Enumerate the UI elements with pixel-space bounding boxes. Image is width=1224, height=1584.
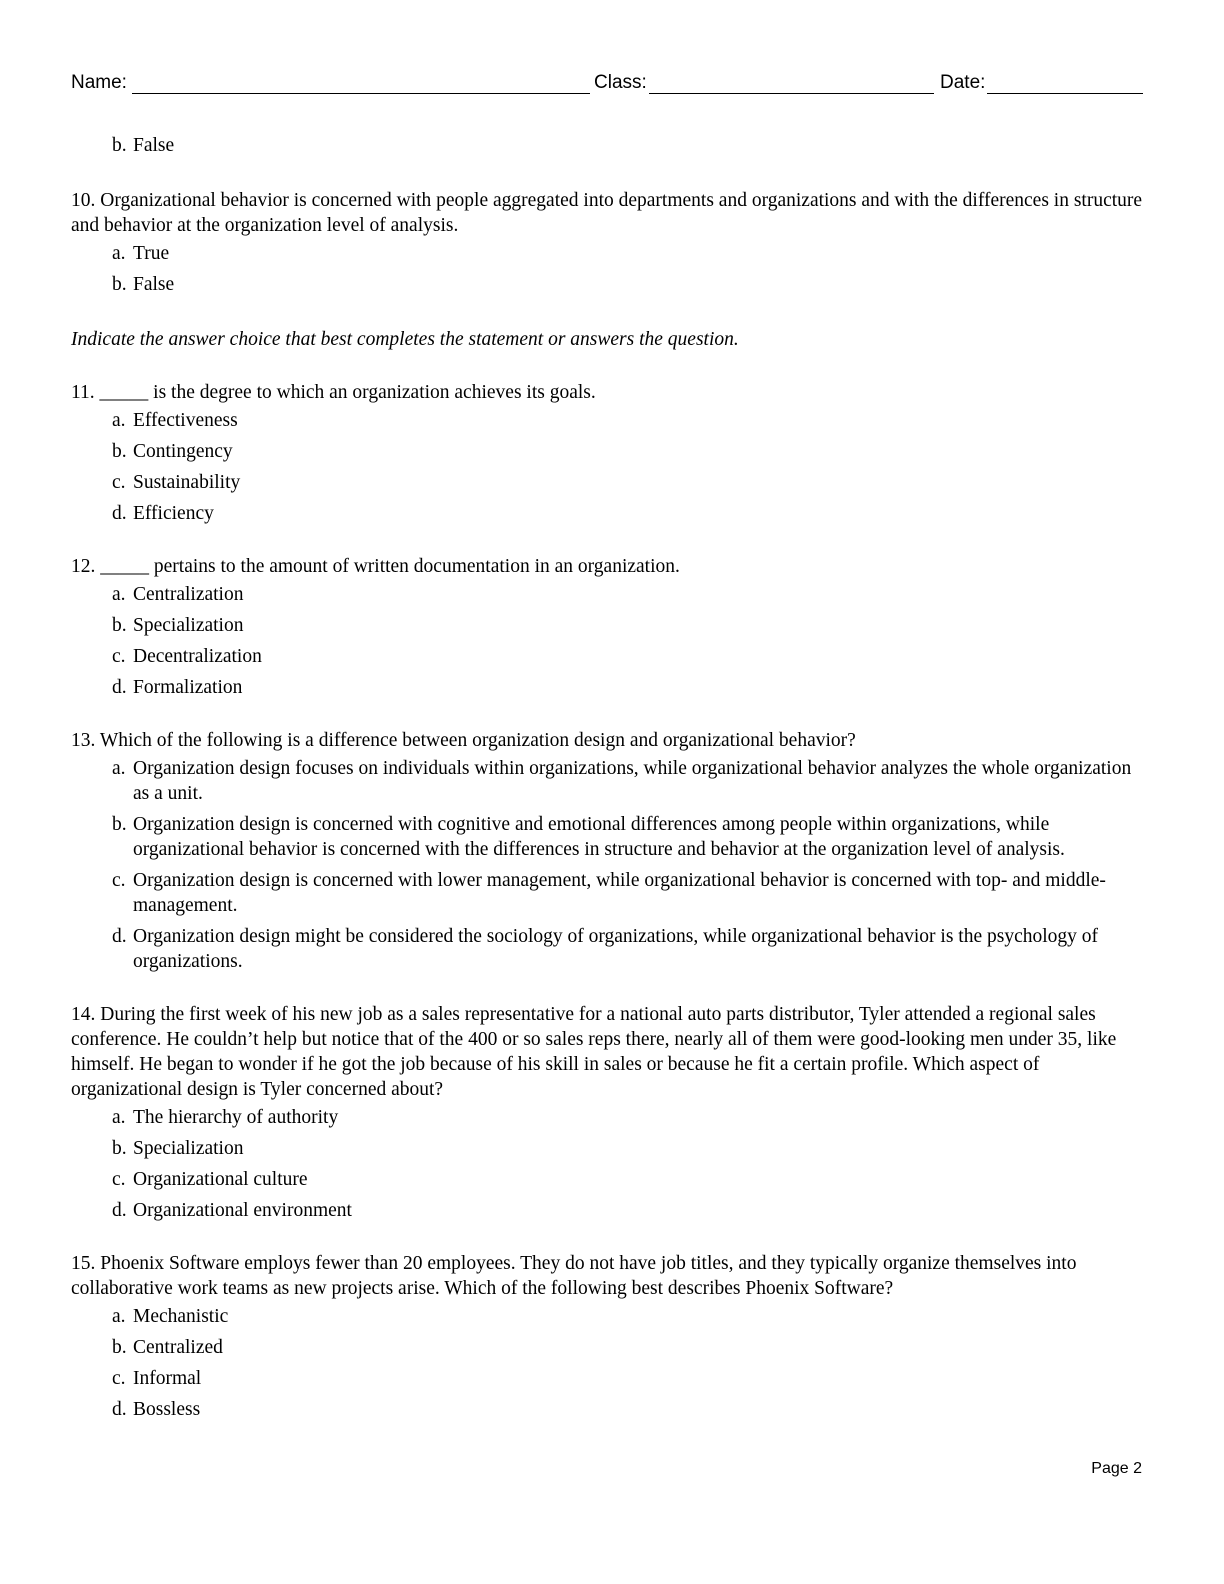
option-letter: a. — [112, 584, 126, 605]
answer-option — [71, 1198, 1143, 1223]
option-text: Decentralization — [133, 646, 262, 667]
option-letter: c. — [112, 1368, 126, 1389]
answer-option — [71, 1105, 1143, 1130]
option-text: Effectiveness — [133, 410, 238, 431]
option-text: Contingency — [133, 441, 233, 462]
question-14 — [71, 1002, 1143, 1223]
answer-option — [71, 868, 1143, 918]
answer-option — [71, 501, 1143, 526]
question-number: 13. — [71, 730, 96, 751]
question-12 — [71, 554, 1143, 700]
option-letter: b. — [112, 1337, 127, 1358]
student-info-header — [71, 70, 1143, 98]
option-letter: b. — [112, 274, 127, 295]
question-stem — [71, 1002, 1143, 1102]
option-text: Organization design is concerned with lower management, while organizational behavior is concerned with top- and middle-management. — [133, 870, 1106, 916]
option-letter: b. — [112, 814, 127, 835]
question-15 — [71, 1251, 1143, 1422]
question-text: _____ pertains to the amount of written documentation in an organization. — [100, 556, 680, 577]
section-instruction: Indicate the answer choice that best completes the statement or answers the question. — [71, 329, 739, 350]
option-text: Bossless — [133, 1399, 201, 1420]
answer-option — [71, 756, 1143, 806]
option-text: Organization design might be considered the sociology of organizations, while organizational behavior is the psychology of organizations. — [133, 926, 1099, 972]
option-letter: b. — [112, 615, 127, 636]
answer-option — [71, 1366, 1143, 1391]
option-text: Centralized — [133, 1337, 223, 1358]
option-letter: d. — [112, 1200, 127, 1221]
name-label: Name: — [71, 72, 127, 93]
answer-option — [71, 272, 1143, 297]
class-label: Class: — [594, 72, 647, 93]
option-text: Organization design focuses on individuals within organizations, while organizational behavior analyzes the whole organization as a unit. — [133, 758, 1132, 804]
question-text: Which of the following is a difference between organization design and organizational behavior? — [99, 730, 856, 751]
option-letter: a. — [112, 1107, 126, 1128]
question-text: Organizational behavior is concerned with people aggregated into departments and organizations and with the differences in structure and behavior at the organization level of analysis. — [71, 190, 1143, 236]
option-letter: b. — [112, 1138, 127, 1159]
question-number: 14. — [71, 1004, 96, 1025]
option-letter: c. — [112, 472, 126, 493]
question-number: 15. — [71, 1253, 96, 1274]
answer-option — [71, 613, 1143, 638]
option-letter: d. — [112, 677, 127, 698]
date-label: Date: — [940, 72, 986, 93]
answer-option — [71, 675, 1143, 700]
option-text: Sustainability — [133, 472, 241, 493]
answer-option — [71, 1397, 1143, 1422]
option-text: The hierarchy of authority — [133, 1107, 339, 1128]
answer-option — [71, 241, 1143, 266]
question-stem — [71, 1251, 1143, 1301]
option-letter: d. — [112, 1399, 127, 1420]
option-text: Mechanistic — [133, 1306, 229, 1327]
question-text: _____ is the degree to which an organization achieves its goals. — [99, 382, 596, 403]
class-line — [649, 93, 934, 94]
answer-option — [71, 582, 1143, 607]
option-text: True — [133, 243, 170, 264]
option-text: Organization design is concerned with cognitive and emotional differences among people within organizations, while organizational behavior is concerned with the differences in structure and behavior at the organization level of analysis. — [133, 814, 1065, 860]
answer-option — [71, 644, 1143, 669]
option-letter: a. — [112, 758, 126, 779]
answer-option — [71, 1335, 1143, 1360]
option-text: Efficiency — [133, 503, 214, 524]
option-text: Formalization — [133, 677, 243, 698]
page-number: Page 2 — [1091, 1460, 1142, 1477]
answer-option — [71, 1167, 1143, 1192]
answer-option — [71, 812, 1143, 862]
option-letter: c. — [112, 1169, 126, 1190]
option-letter: a. — [112, 1306, 126, 1327]
option-text: False — [133, 135, 175, 156]
answer-option — [71, 924, 1143, 974]
question-text: During the first week of his new job as a sales representative for a national auto parts distributor, Tyler attended a regional sales conference. He couldn’t help but notice that of the 400 or so sales reps there, nearly all of them were good-looking men under 35, like himself. He began to wonder if he got the job because of his skill in sales or because he fit a certain profile. Which aspect of organizational design is Tyler concerned about? — [71, 1004, 1117, 1100]
answer-option — [71, 439, 1143, 464]
question-stem — [71, 554, 1143, 579]
option-letter: b. — [112, 441, 127, 462]
option-text: Organizational culture — [133, 1169, 308, 1190]
question-number: 12. — [71, 556, 96, 577]
option-letter: d. — [112, 926, 127, 947]
question-number: 10. — [71, 190, 96, 211]
question-stem — [71, 380, 1143, 405]
question-13 — [71, 728, 1143, 974]
question-10 — [71, 188, 1143, 297]
name-line — [132, 93, 590, 94]
question-stem — [71, 188, 1143, 238]
question-stem — [71, 728, 1143, 753]
date-line — [987, 93, 1143, 94]
question-list — [71, 133, 1143, 1422]
option-text: Specialization — [133, 615, 244, 636]
answer-option — [71, 133, 1143, 158]
option-letter: a. — [112, 410, 126, 431]
answer-option — [71, 1136, 1143, 1161]
answer-option — [71, 470, 1143, 495]
question-number: 11. — [71, 382, 95, 403]
question-9-continuation — [71, 133, 1143, 158]
option-text: False — [133, 274, 175, 295]
option-text: Centralization — [133, 584, 244, 605]
answer-option — [71, 1304, 1143, 1329]
option-text: Informal — [133, 1368, 202, 1389]
option-text: Organizational environment — [133, 1200, 352, 1221]
option-letter: d. — [112, 503, 127, 524]
option-letter: c. — [112, 870, 126, 891]
option-text: Specialization — [133, 1138, 244, 1159]
answer-option — [71, 408, 1143, 433]
option-letter: a. — [112, 243, 126, 264]
option-letter: b. — [112, 135, 127, 156]
question-text: Phoenix Software employs fewer than 20 employees. They do not have job titles, and they typically organize themselves into collaborative work teams as new projects arise. Which of the following best describes Phoenix Software? — [71, 1253, 1077, 1299]
option-letter: c. — [112, 646, 126, 667]
question-11 — [71, 380, 1143, 526]
